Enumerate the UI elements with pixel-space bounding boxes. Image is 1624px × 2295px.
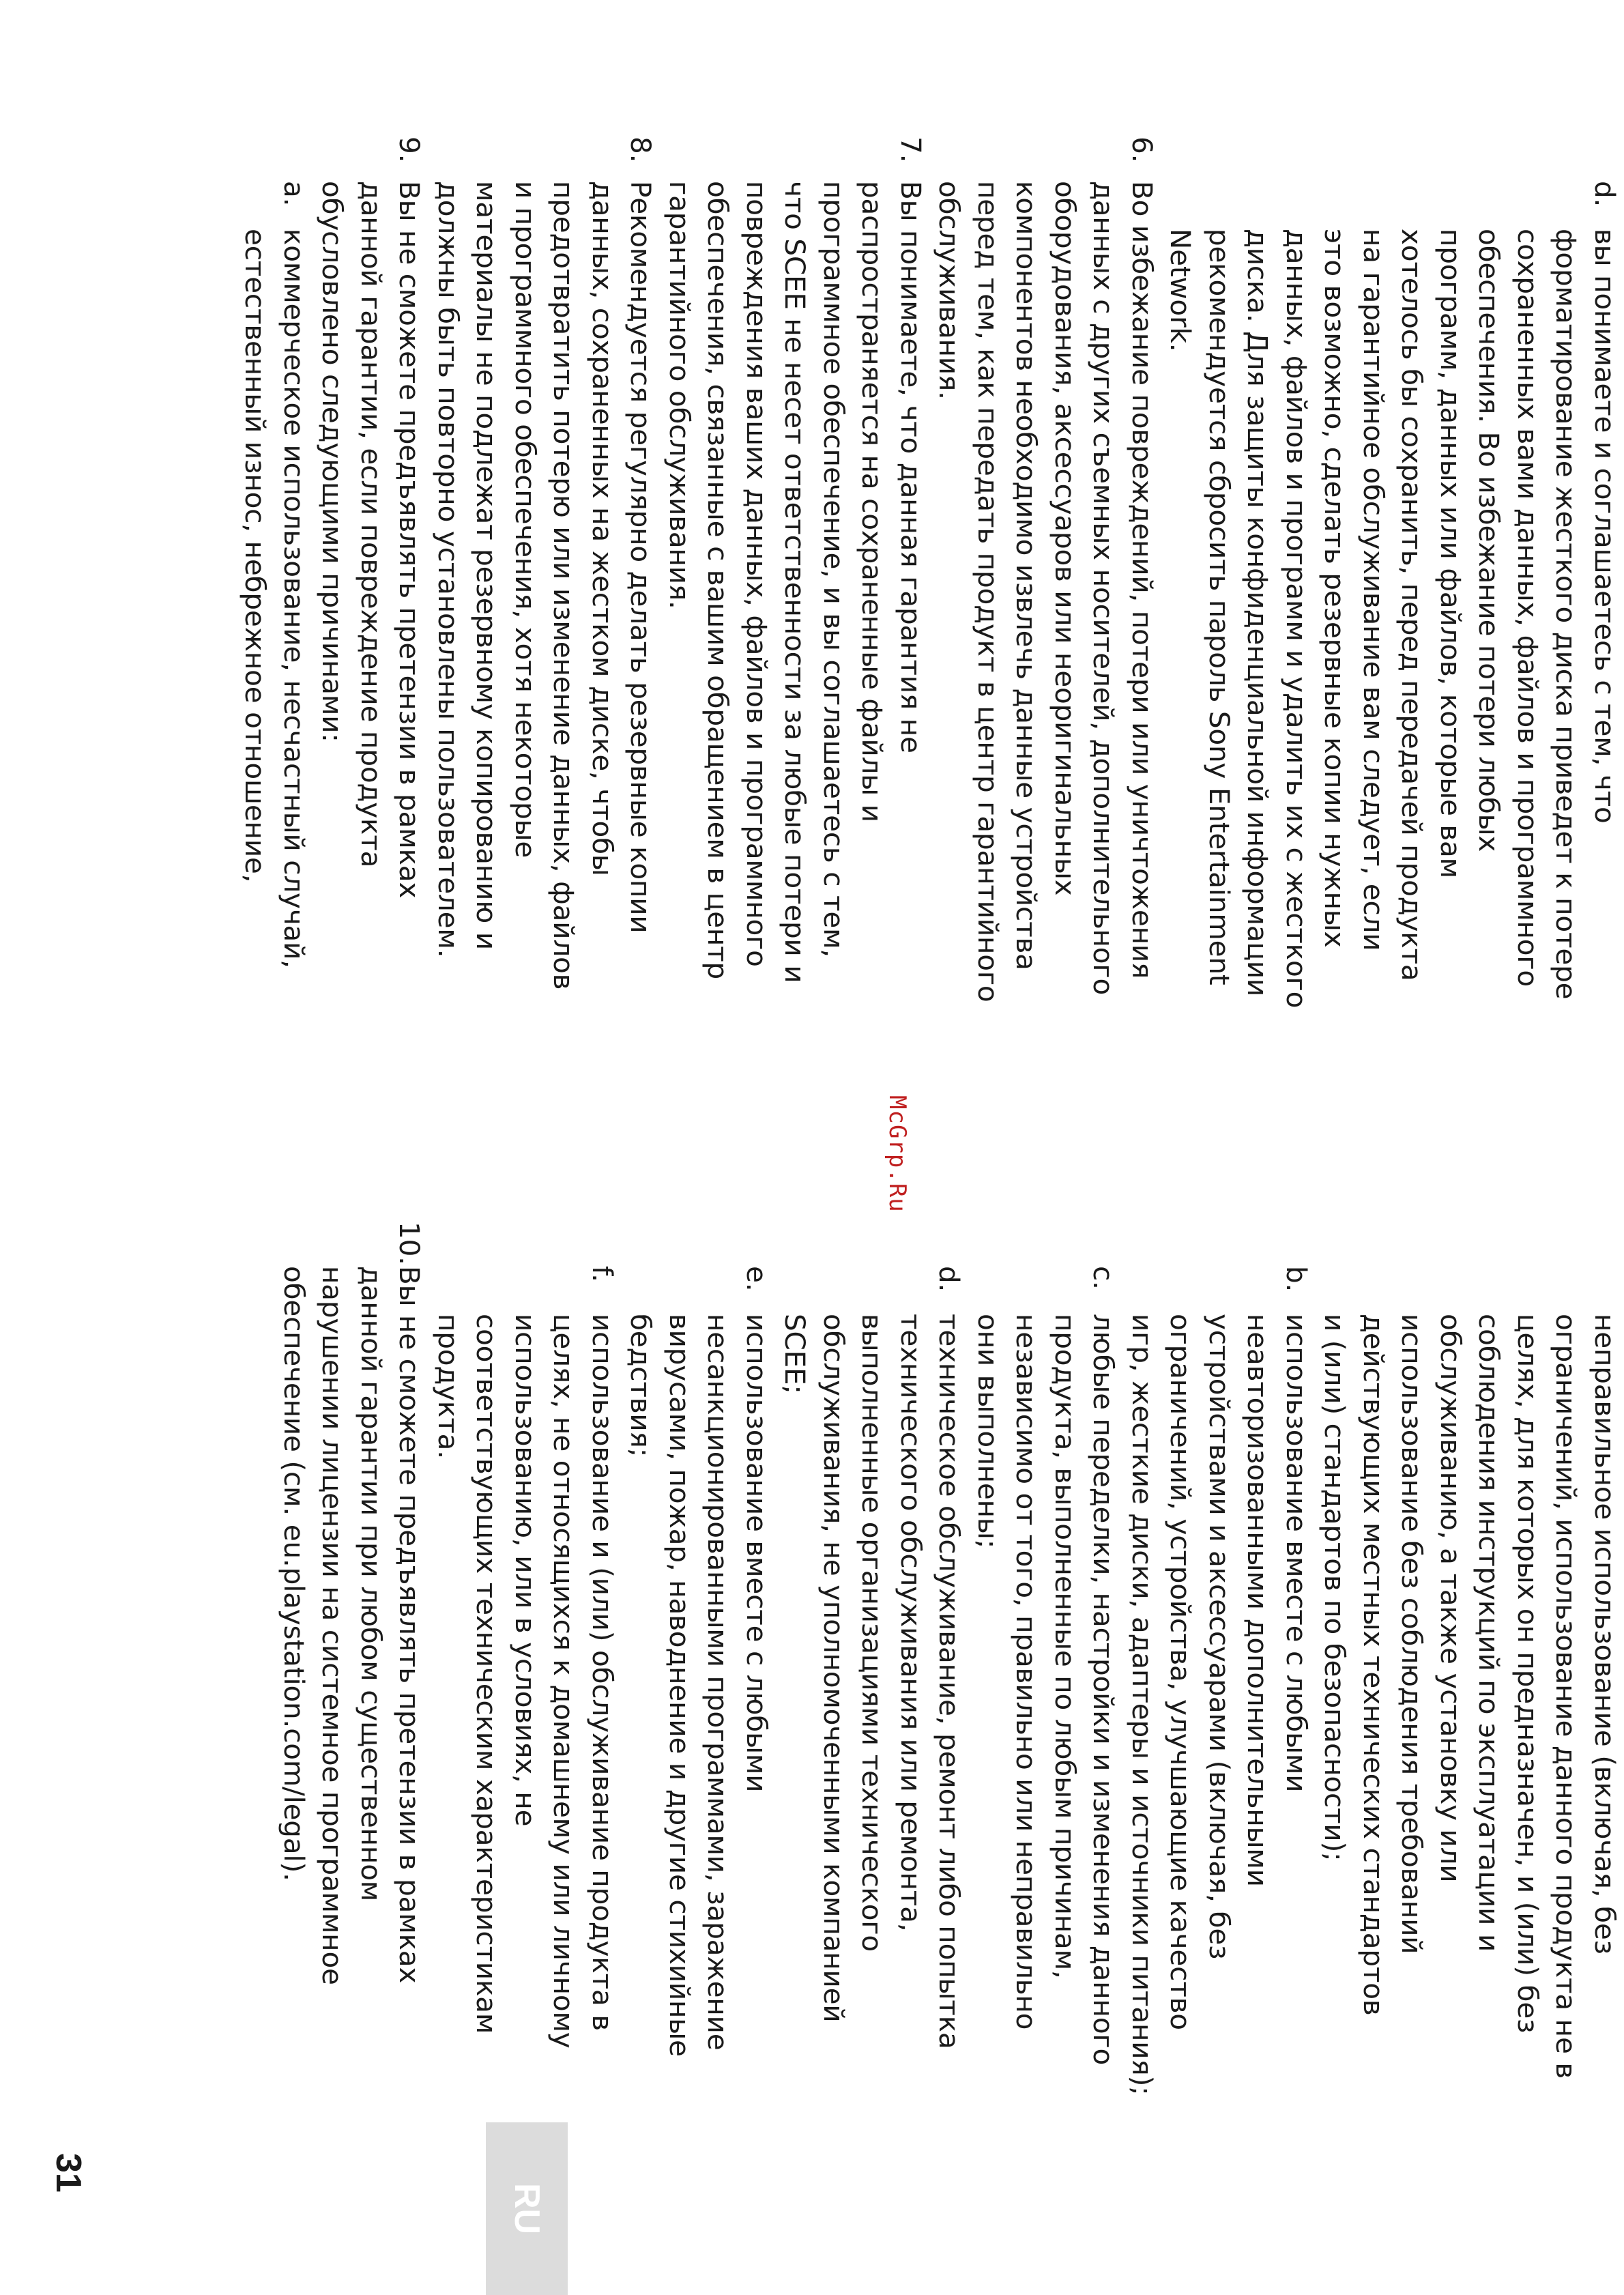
item-line: неавторизованными дополнительными xyxy=(1241,1314,1275,1887)
item-marker: d. xyxy=(933,1266,966,1293)
item-line: устройствами и аксессуарами (включая, без xyxy=(1203,1314,1236,1960)
item-line: рекомендуется сбросить пароль Sony Entertainment xyxy=(1203,229,1236,985)
item-line: действующих местных технических стандартов xyxy=(1357,1314,1390,2016)
item-line: игр, жесткие диски, адаптеры и источники питания); xyxy=(1126,1314,1159,2096)
list-item-e xyxy=(622,1222,776,2286)
item-line: данной гарантии при любом существенном xyxy=(355,1266,388,1902)
item-line: несанкционированными программами, заражение xyxy=(701,1314,735,2051)
list-item-c xyxy=(969,1222,1123,2286)
list-item-8 xyxy=(429,136,661,1201)
left-column xyxy=(236,136,1624,1201)
item-line: материалы не подлежат резервному копированию и xyxy=(470,181,504,950)
item-line: обслуживания, не уполномоченными компанией xyxy=(817,1314,850,2023)
item-line: естественный износ, небрежное отношение, xyxy=(239,229,272,883)
item-line: форматирование жесткого диска приведет к потере xyxy=(1550,229,1583,1000)
item-line: соответствующих техническим характеристикам xyxy=(470,1314,504,2034)
item-line: Во избежание повреждений, потери или уничтожения xyxy=(1126,181,1159,979)
item-line: повреждения ваших данных, файлов и программного xyxy=(740,181,773,967)
item-line: использование без соблюдения требований xyxy=(1395,1314,1429,1954)
item-marker: b. xyxy=(1280,1266,1313,1293)
item-marker: d. xyxy=(1589,181,1621,207)
list-item-9 xyxy=(313,136,429,1201)
item-line: данных с других съемных носителей, дополнительного xyxy=(1087,181,1120,996)
watermark: McGrp.Ru xyxy=(884,1095,911,1213)
list-item-d xyxy=(1161,136,1624,1201)
item-line: Рекомендуется регулярно делать резервные копии xyxy=(624,181,658,934)
list-item-a-continued xyxy=(1316,1222,1624,2286)
item-line: вы понимаете и соглашаетесь с тем, что xyxy=(1589,229,1621,824)
item-line: хотелось бы сохранить, перед передачей продукта xyxy=(1395,229,1429,981)
language-tab xyxy=(486,2122,568,2295)
item-line: соблюдения инструкций по эксплуатации и xyxy=(1473,1314,1506,1952)
item-line: целях, не относящихся к домашнему или личному xyxy=(547,1314,581,2049)
item-line: бедствия; xyxy=(624,1314,658,1458)
item-line: на гарантийное обслуживание вам следует, если xyxy=(1357,229,1390,951)
item-line: данных, сохраненных на жестком диске, чтобы xyxy=(586,181,619,876)
item-line: предотвратить потерю или изменение данных, файлов xyxy=(547,181,581,990)
item-line: технического обслуживания или ремонта, xyxy=(895,1314,927,1932)
item-line: оборудования, аксессуаров или неоригинальных xyxy=(1049,181,1082,896)
item-line: использование и (или) обслуживание продукта в xyxy=(586,1314,619,2031)
item-line: это возможно, сделать резервные копии нужных xyxy=(1318,229,1352,948)
item-line: обеспечения, связанные с вашим обращением в центр xyxy=(701,181,735,979)
item-line: использованию, или в условиях, не xyxy=(509,1314,542,1827)
item-line: перед тем, как передать продукт в центр гарантийного xyxy=(972,181,1004,1002)
item-line: обеспечения. Во избежание потери любых xyxy=(1473,229,1506,852)
item-marker: e. xyxy=(740,1266,773,1292)
list-item-b xyxy=(1123,1222,1316,2286)
item-line: данных, файлов и программ и удалить их с жесткого xyxy=(1280,229,1313,1009)
list-item-6 xyxy=(930,136,1161,1201)
item-line: обеспечение (см. eu.playstation.com/legal). xyxy=(278,1266,310,1881)
item-line: обслуживанию, а также установку или xyxy=(1434,1314,1467,1883)
item-line: нарушении лицензии на системное программное xyxy=(316,1266,349,1985)
item-line: обусловлено следующими причинами: xyxy=(316,181,349,742)
item-line: сохраненных вами данных, файлов и программного xyxy=(1511,229,1544,987)
item-line: выполненные организациями технического xyxy=(856,1314,889,1952)
right-column xyxy=(275,1222,1624,2286)
list-item-d-right xyxy=(776,1222,969,2286)
item-marker: 6. xyxy=(1126,136,1159,163)
item-line: коммерческое использование, несчастный случай, xyxy=(278,229,310,968)
item-line: программ, данных или файлов, которые вам xyxy=(1434,229,1467,878)
item-marker: 8. xyxy=(624,136,658,163)
item-line: использование вместе с любыми xyxy=(740,1314,773,1793)
list-item-9a xyxy=(236,136,313,1201)
item-line: целях, для которых он предназначен, и (или) без xyxy=(1511,1314,1544,2034)
item-line: данной гарантии, если повреждение продукта xyxy=(355,181,388,868)
item-line: обслуживания. xyxy=(933,181,966,400)
item-line: что SCEE не несет ответственности за любые потери и xyxy=(779,181,812,983)
item-line: вирусами, пожар, наводнение и другие стихийные xyxy=(663,1314,696,2057)
item-line: любые переделки, настройки и изменения данного xyxy=(1087,1314,1120,2066)
item-line: ограничений, использование данного продукта не в xyxy=(1550,1314,1583,2079)
item-marker: 10. xyxy=(393,1222,426,1265)
item-marker: a. xyxy=(278,181,310,207)
item-line: использование вместе с любыми xyxy=(1280,1314,1313,1793)
item-line: распространяется на сохраненные файлы и xyxy=(856,181,889,822)
language-tab-label: RU xyxy=(507,2182,547,2235)
item-line: продукта. xyxy=(432,1314,465,1459)
item-marker: c. xyxy=(1087,1266,1120,1290)
item-marker: 9. xyxy=(393,136,426,163)
item-line: Вы не сможете предъявлять претензии в рамках xyxy=(393,1266,426,1984)
item-line: диска. Для защиты конфиденциальной информации xyxy=(1241,229,1275,997)
item-line: неправильное использование (включая, без xyxy=(1589,1314,1621,1954)
item-line: продукта, выполненные по любым причинам, xyxy=(1049,1314,1082,1979)
item-line: Вы понимаете, что данная гарантия не xyxy=(895,181,927,753)
item-marker: f. xyxy=(586,1266,619,1282)
item-line: ограничений, устройства, улучшающие качество xyxy=(1164,1314,1198,2030)
item-line: Network. xyxy=(1164,229,1198,352)
item-line: компонентов необходимо извлечь данные устройства xyxy=(1010,181,1043,970)
item-marker: 7. xyxy=(895,136,927,163)
item-line: Вы не сможете предъявлять претензии в рамках xyxy=(393,181,426,899)
item-line: и программного обеспечения, хотя некоторые xyxy=(509,181,542,858)
list-item-7 xyxy=(661,136,931,1201)
item-line: они выполнены; xyxy=(972,1314,1004,1549)
item-line: техническое обслуживание, ремонт либо попытка xyxy=(933,1314,966,2049)
item-line: независимо от того, правильно или неправильно xyxy=(1010,1314,1043,2030)
item-line: программное обеспечение, и вы соглашаетесь с тем, xyxy=(817,181,850,958)
item-line: гарантийного обслуживания. xyxy=(663,181,696,609)
page-number: 31 xyxy=(48,2153,88,2193)
item-line: и (или) стандартов по безопасности); xyxy=(1318,1314,1352,1862)
item-line: SCEE; xyxy=(779,1314,812,1394)
item-line: должны быть повторно установлены пользователем. xyxy=(432,181,465,958)
list-item-10 xyxy=(275,1222,429,2286)
